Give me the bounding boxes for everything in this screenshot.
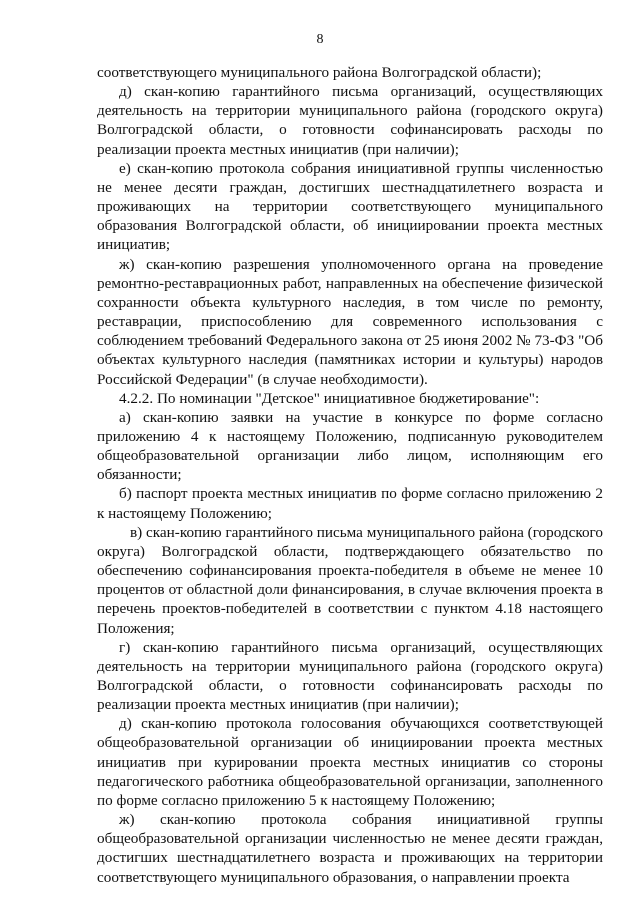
paragraph-item-v-guarantee-letter: в) скан-копию гарантийного письма муниципального района (городского округа) Волгоградской области, подтверждающего обязательство по обеспечению софинансирования проекта-победителя в объеме не менее 10 процентов от областной доли финансирования, в случае включения проекта в перечень проектов-победителей в соответствии с пунктом 4.18 настоящего Положения; [97,523,603,637]
page-number: 8 [316,32,324,47]
paragraph-item-a-application: а) скан-копию заявки на участие в конкурсе по форме согласно приложению 4 к настоящему Положению, подписанную руководителем общеобразовательной организации либо лицом, исполняющим его обязанности; [97,408,603,484]
document-body [97,63,603,887]
paragraph-section-4-2-2: 4.2.2. По номинации "Детское" инициативное бюджетирование": [119,389,540,407]
paragraph-item-e-protocol: е) скан-копию протокола собрания инициативной группы численностью не менее десяти граждан, достигших шестнадцатилетнего возраста и проживающих на территории соответствующего муниципального образования Волгоградской области, об инициировании проекта местных инициатив; [97,159,603,254]
paragraph-item-d-voting-protocol: д) скан-копию протокола голосования обучающихся соответствующей общеобразовательной организации об инициировании проекта местных инициатив при курировании проекта местных инициатив со стороны педагогического работника общеобразовательной организации, заполненного по форме согласно приложению 5 к настоящему Положению; [97,715,603,809]
paragraph-continuation: соответствующего муниципального района Волгоградской области); [97,64,542,81]
paragraph-item-d-guarantee-letter: д) скан-копию гарантийного письма организаций, осуществляющих деятельность на территории муниципального района (городского округа) Волгоградской области, о готовности софинансировать расходы по реализации проекта местных инициатив (при наличии); [97,83,603,158]
paragraph-item-g-guarantee-letter: г) скан-копию гарантийного письма организаций, осуществляющих деятельность на территории муниципального района (городского округа) Волгоградской области, о готовности софинансировать расходы по реализации проекта местных инициатив (при наличии); [97,638,603,714]
paragraph-item-b-passport: б) паспорт проекта местных инициатив по форме согласно приложению 2 к настоящему Положению; [97,485,603,522]
paragraph-item-zh-permit: ж) скан-копию разрешения уполномоченного органа на проведение ремонтно-реставрационных работ, направленных на обеспечение физической сохранности объекта культурного наследия, в том числе по ремонту, реставрации, приспособлению для современного использования с соблюдением требований Федерального закона от 25 июня 2002 № 73-ФЗ "Об объектах культурного наследия (памятниках истории и культуры) народов Российской Федерации" (в случае необходимости). [97,255,603,388]
paragraph-item-zh-meeting-protocol: ж) скан-копию протокола собрания инициативной группы общеобразовательной организации численностью не менее десяти граждан, достигших шестнадцатилетнего возраста и проживающих на территории соответствующего муниципального образования, о направлении проекта [97,811,603,886]
